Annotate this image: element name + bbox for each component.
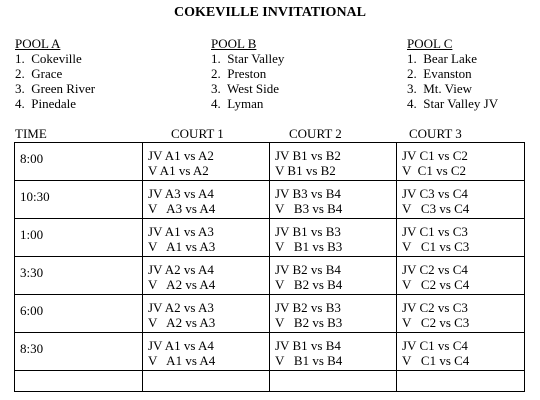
pool-c-team: 3. Mt. View <box>407 81 473 96</box>
court-1-cell <box>143 143 270 181</box>
varsity-game: V A1 vs A4 <box>148 353 216 368</box>
page-title: COKEVILLE INVITATIONAL <box>173 5 367 20</box>
time-cell: 8:00 <box>15 143 143 181</box>
table-row <box>15 219 525 257</box>
court-1-cell <box>143 257 270 295</box>
jv-game: JV C1 vs C3 <box>402 224 468 239</box>
pool-b-team: 2. Preston <box>211 66 267 81</box>
jv-game: JV C1 vs C4 <box>402 338 468 353</box>
empty-cell <box>270 371 397 392</box>
jv-game: JV A1 vs A4 <box>148 338 214 353</box>
time-cell: 1:00 <box>15 219 143 257</box>
jv-game: JV A1 vs A2 <box>148 148 214 163</box>
varsity-game: V B2 vs B3 <box>275 315 343 330</box>
court-3-cell <box>397 143 525 181</box>
court-2-cell <box>270 295 397 333</box>
court-2-cell <box>270 219 397 257</box>
column-header-court-1: COURT 1 <box>171 126 224 141</box>
court-1-cell <box>143 181 270 219</box>
table-row <box>15 181 525 219</box>
court-3-cell <box>397 295 525 333</box>
pool-c-team: 1. Bear Lake <box>407 51 478 66</box>
jv-game: JV B2 vs B3 <box>275 300 341 315</box>
time-cell: 8:30 <box>15 333 143 371</box>
jv-game: JV A2 vs A4 <box>148 262 214 277</box>
court-1-cell <box>143 295 270 333</box>
jv-game: JV B2 vs B4 <box>275 262 341 277</box>
jv-game: JV A1 vs A3 <box>148 224 214 239</box>
pool-c-team: 2. Evanston <box>407 66 472 81</box>
time-cell: 10:30 <box>15 181 143 219</box>
pool-b-team: 1. Star Valley <box>211 51 285 66</box>
court-2-cell <box>270 257 397 295</box>
court-1-cell <box>143 219 270 257</box>
jv-game: JV A2 vs A3 <box>148 300 214 315</box>
table-row <box>15 143 525 181</box>
court-2-cell <box>270 181 397 219</box>
column-header-court-2: COURT 2 <box>289 126 342 141</box>
court-1-cell <box>143 333 270 371</box>
pool-a-team: 1. Cokeville <box>15 51 82 66</box>
jv-game: JV A3 vs A4 <box>148 186 214 201</box>
jv-game: JV B3 vs B4 <box>275 186 341 201</box>
jv-game: JV C2 vs C4 <box>402 262 468 277</box>
varsity-game: V B1 vs B3 <box>275 239 343 254</box>
varsity-game: V A1 vs A2 <box>148 163 209 178</box>
varsity-game: V C2 vs C3 <box>402 315 470 330</box>
jv-game: JV C2 vs C3 <box>402 300 468 315</box>
pool-b-heading: POOL B <box>211 36 257 51</box>
pool-b-team: 4. Lyman <box>211 96 264 111</box>
pool-c-team: 4. Star Valley JV <box>407 96 499 111</box>
pool-a-team: 2. Grace <box>15 66 63 81</box>
pool-a <box>15 36 95 111</box>
column-header-court-3: COURT 3 <box>409 126 462 141</box>
jv-game: JV B1 vs B2 <box>275 148 341 163</box>
court-2-cell <box>270 143 397 181</box>
varsity-game: V B1 vs B2 <box>275 163 336 178</box>
table-row <box>15 257 525 295</box>
empty-cell <box>397 371 525 392</box>
varsity-game: V C3 vs C4 <box>402 201 470 216</box>
pool-b <box>211 36 284 111</box>
court-3-cell <box>397 257 525 295</box>
varsity-game: V B1 vs B4 <box>275 353 343 368</box>
varsity-game: V A1 vs A3 <box>148 239 216 254</box>
jv-game: JV B1 vs B4 <box>275 338 341 353</box>
court-3-cell <box>397 181 525 219</box>
time-cell: 6:00 <box>15 295 143 333</box>
jv-game: JV C1 vs C2 <box>402 148 468 163</box>
pool-c-heading: POOL C <box>407 36 453 51</box>
table-row <box>15 295 525 333</box>
varsity-game: V B2 vs B4 <box>275 277 343 292</box>
empty-cell <box>143 371 270 392</box>
column-header-time: TIME <box>15 126 47 141</box>
varsity-game: V A3 vs A4 <box>148 201 216 216</box>
jv-game: JV C3 vs C4 <box>402 186 468 201</box>
court-3-cell <box>397 333 525 371</box>
varsity-game: V C1 vs C3 <box>402 239 470 254</box>
pool-a-heading: POOL A <box>15 36 61 51</box>
court-2-cell <box>270 333 397 371</box>
varsity-game: V C2 vs C4 <box>402 277 470 292</box>
time-cell: 3:30 <box>15 257 143 295</box>
table-row <box>15 333 525 371</box>
jv-game: JV B1 vs B3 <box>275 224 341 239</box>
varsity-game: V C1 vs C2 <box>402 163 467 178</box>
varsity-game: V B3 vs B4 <box>275 201 343 216</box>
pool-b-team: 3. West Side <box>211 81 280 96</box>
varsity-game: V A2 vs A4 <box>148 277 216 292</box>
pool-a-team: 4. Pinedale <box>15 96 77 111</box>
pool-c <box>407 36 498 111</box>
table-row-empty <box>15 371 525 392</box>
pool-a-team: 3. Green River <box>15 81 96 96</box>
schedule-table <box>14 142 525 392</box>
varsity-game: V A2 vs A3 <box>148 315 216 330</box>
empty-cell <box>15 371 143 392</box>
court-3-cell <box>397 219 525 257</box>
varsity-game: V C1 vs C4 <box>402 353 470 368</box>
